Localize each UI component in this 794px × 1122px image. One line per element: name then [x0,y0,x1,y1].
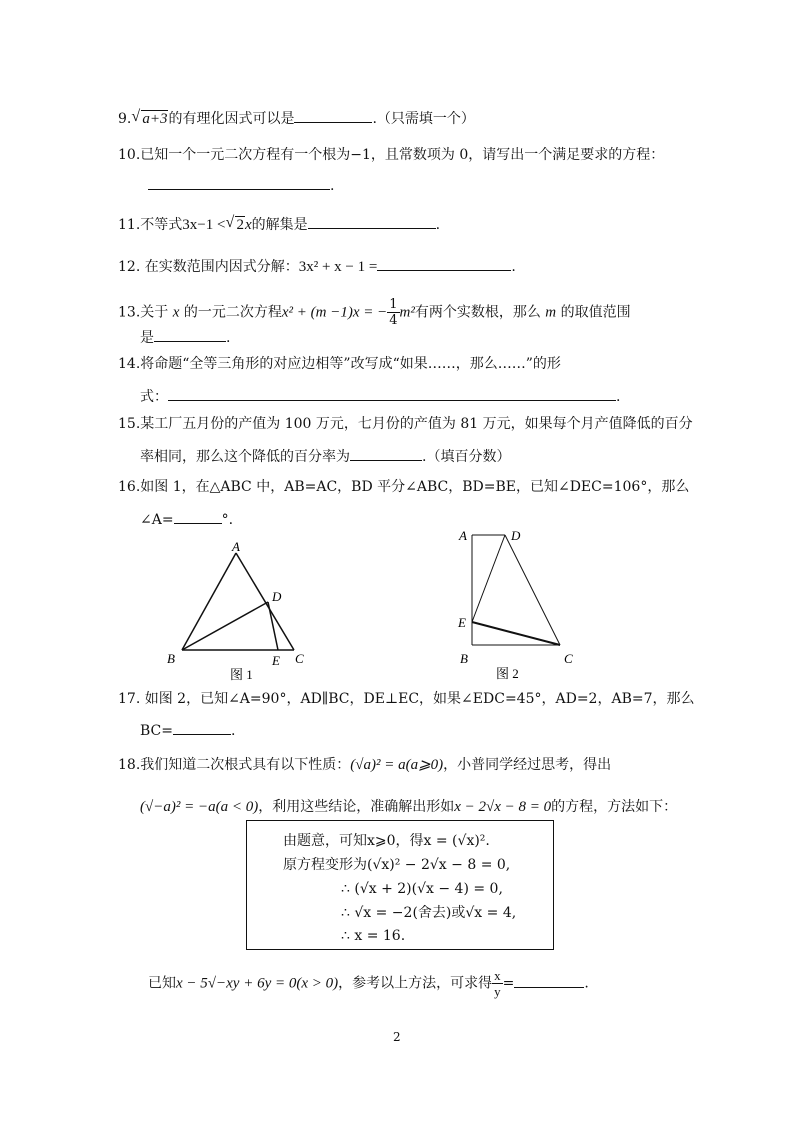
question-10-answer: . [148,175,334,196]
question-17: 17. 如图 2，已知∠A=90°，AD∥BC，DE⊥EC，如果∠EDC=45°，AD=2，AB=7，那么 [118,691,695,707]
label-b: B [460,651,468,666]
segment-de [268,602,278,650]
solution-line-3: ∴ (√x + 2)(√x − 4) = 0, [341,881,503,897]
question-11: 11.不等式3x−1 <√ 2x的解集是 . [118,214,440,235]
answer-blank[interactable] [294,108,372,123]
label-d: D [511,528,521,543]
segment-ac [236,553,294,650]
figure-1 [160,535,320,685]
label-a: A [232,539,240,554]
solution-line-2: 原方程变形为(√x)² − 2√x − 8 = 0, [283,857,511,873]
answer-blank[interactable] [174,509,222,524]
question-18-cont: (√−a)² = −a(a < 0)，利用这些结论，准确解出形如x − 2√x − 8 = 0的方程，方法如下： [140,799,678,815]
question-16-cont: ∠A= °. [140,509,233,530]
figure-2-caption: 图 2 [496,666,519,681]
question-13-cont: 是 . [140,327,230,348]
label-b: B [167,651,175,666]
answer-blank[interactable] [168,386,616,401]
sqrt-expression: √ a+3 [131,109,168,129]
question-15: 15.某工厂五月份的产值为 100 万元，七月份的产值为 81 万元，如果每个月产值降低的百分 [118,416,693,432]
fraction: $\frac{x}{y}$ [494,968,501,999]
figure-2 [448,525,588,685]
label-c: C [295,651,304,666]
segment-de [472,535,505,622]
question-14-cont: 式： . [140,386,620,407]
answer-blank[interactable] [173,720,231,735]
label-e: E [272,653,280,668]
solution-line-4: ∴ √x = −2(舍去)或√x = 4, [341,905,517,921]
segment-dc [505,535,560,645]
sqrt-expression: √ 2 [225,215,245,235]
question-14: 14.将命题“全等三角形的对应边相等”改写成“如果……，那么……”的形 [118,356,561,372]
solution-line-5: ∴ x = 16. [341,928,406,944]
answer-blank[interactable] [377,256,511,271]
solution-line-1: 由题意，可知x⩾0，得x = (√x)². [283,833,490,849]
solution-box [246,820,554,950]
label-a: A [459,528,467,543]
label-c: C [564,651,573,666]
segment-ec [472,622,560,645]
question-10: 10.已知一个一元二次方程有一个根为−1，且常数项为 0，请写出一个满足要求的方程： [118,147,665,163]
question-9: 9.√ a+3的有理化因式可以是 .（只需填一个） [118,108,475,129]
answer-blank[interactable] [350,446,422,461]
figure-1-caption: 图 1 [230,667,253,682]
question-12: 12. 在实数范围内因式分解：3x² + x − 1 = . [118,256,516,277]
question-13: 13.关于 x 的一元二次方程x² + (m −1)x = − $\frac{1}{4}$ m²有两个实数根，那么 m 的取值范围 [118,297,631,328]
question-16: 16.如图 1，在△ABC 中，AB=AC，BD 平分∠ABC，BD=BE，已知∠DEC=106°，那么 [118,479,690,495]
fraction: $\frac{1}{4}$ [389,297,398,328]
answer-blank[interactable] [514,973,584,988]
question-18: 18.我们知道二次根式具有以下性质：(√a)² = a(a⩾0)，小普同学经过思考，得出 [118,757,612,773]
question-18-final: 已知x − 5√−xy + 6y = 0(x > 0)，参考以上方法，可求得 $\frac{x}{y}$ = . [148,968,589,999]
page-number: 2 [393,1030,401,1044]
question-15-cont: 率相同，那么这个降低的百分率为 .（填百分数） [140,446,510,467]
answer-blank[interactable] [308,214,436,229]
label-e: E [458,615,466,630]
label-d: D [272,589,282,604]
question-17-cont: BC= . [140,720,235,741]
answer-blank[interactable] [154,327,226,342]
answer-blank[interactable] [148,175,330,190]
